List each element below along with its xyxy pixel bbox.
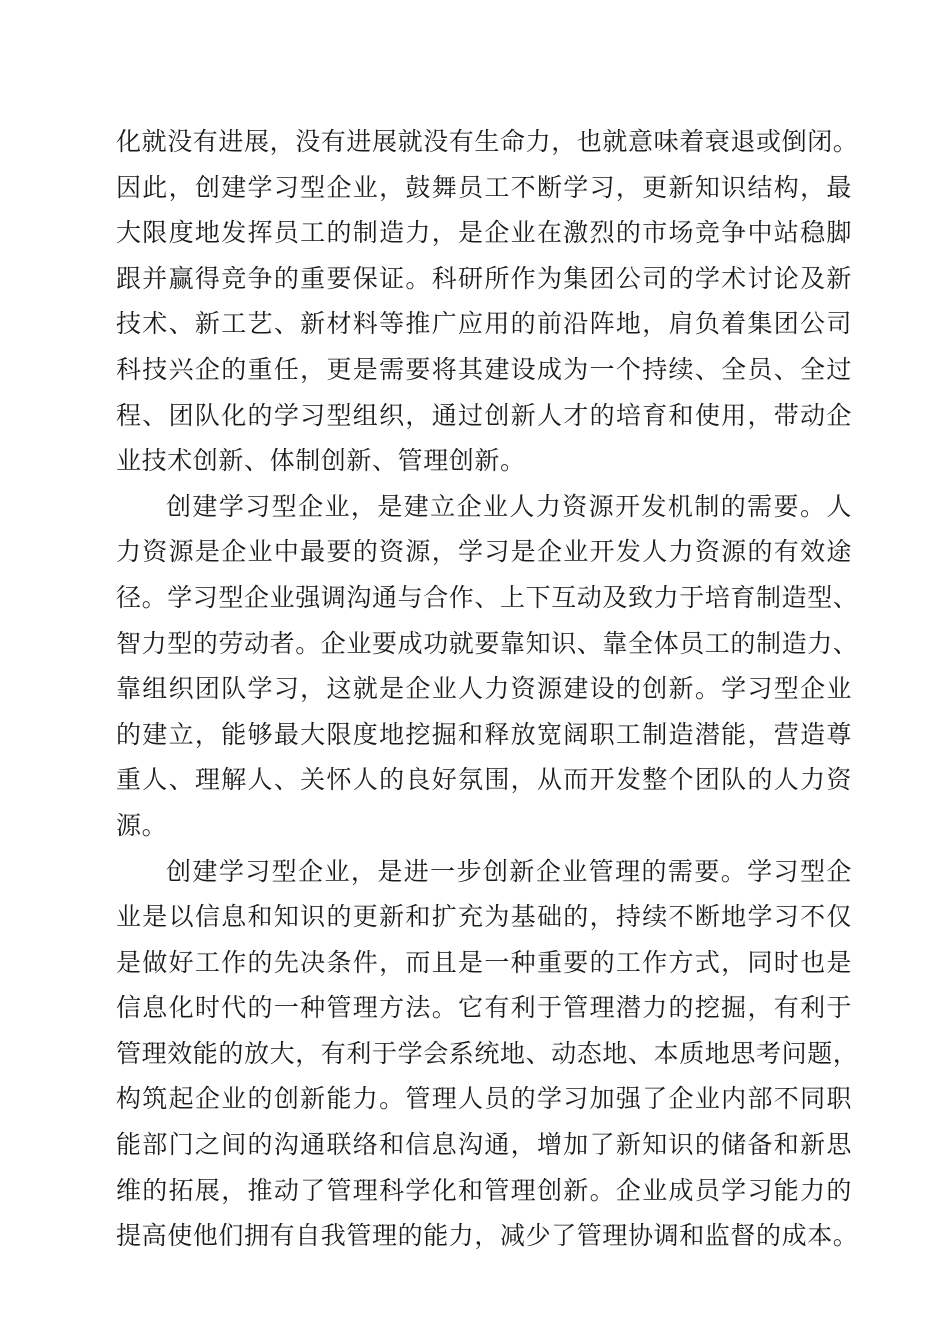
paragraph-2 bbox=[116, 484, 859, 849]
paragraph-1 bbox=[116, 119, 859, 484]
text-line: 技术、新工艺、新材料等推广应用的前沿阵地，肩负着集团公司 bbox=[116, 309, 852, 339]
text-line: 科技兴企的重任，更是需要将其建设成为一个持续、全员、全过 bbox=[116, 354, 852, 384]
paragraph-3 bbox=[116, 849, 859, 1259]
text-line: 化就没有进展，没有进展就没有生命力，也就意味着衰退或倒闭。 bbox=[116, 127, 859, 156]
body-text bbox=[116, 119, 859, 1259]
text-line: 程、团队化的学习型组织，通过创新人才的培育和使用，带动企 bbox=[116, 400, 852, 430]
text-line: 业是以信息和知识的更新和扩充为基础的，持续不断地学习不仅 bbox=[116, 902, 852, 932]
text-line: 因此，创建学习型企业，鼓舞员工不断学习，更新知识结构，最 bbox=[116, 172, 852, 202]
text-line: 重人、理解人、关怀人的良好氛围，从而开发整个团队的人力资 bbox=[116, 765, 852, 795]
text-line: 的建立，能够最大限度地挖掘和释放宽阔职工制造潜能，营造尊 bbox=[116, 719, 852, 749]
text-line: 管理效能的放大，有利于学会系统地、动态地、本质地思考问题， bbox=[116, 1038, 859, 1068]
text-line: 业技术创新、体制创新、管理创新。 bbox=[116, 446, 526, 476]
text-line: 径。学习型企业强调沟通与合作、上下互动及致力于培育制造型、 bbox=[116, 582, 859, 612]
text-line: 创建学习型企业，是进一步创新企业管理的需要。学习型企 bbox=[166, 856, 852, 886]
text-line: 维的拓展，推动了管理科学化和管理创新。企业成员学习能力的 bbox=[116, 1175, 852, 1205]
text-line: 靠组织团队学习，这就是企业人力资源建设的创新。学习型企业 bbox=[116, 674, 852, 704]
text-line: 智力型的劳动者。企业要成功就要靠知识、靠全体员工的制造力、 bbox=[116, 628, 859, 658]
text-line: 构筑起企业的创新能力。管理人员的学习加强了企业内部不同职 bbox=[116, 1084, 852, 1114]
text-line: 跟并赢得竞争的重要保证。科研所作为集团公司的学术讨论及新 bbox=[116, 263, 852, 293]
text-line: 能部门之间的沟通联络和信息沟通，增加了新知识的储备和新思 bbox=[116, 1130, 852, 1160]
text-line: 力资源是企业中最要的资源，学习是企业开发人力资源的有效途 bbox=[116, 537, 852, 567]
text-line: 是做好工作的先决条件，而且是一种重要的工作方式，同时也是 bbox=[116, 947, 852, 977]
text-line: 信息化时代的一种管理方法。它有利于管理潜力的挖掘，有利于 bbox=[116, 993, 852, 1023]
text-line: 大限度地发挥员工的制造力，是企业在激烈的市场竞争中站稳脚 bbox=[116, 218, 852, 248]
text-line: 提高使他们拥有自我管理的能力，减少了管理协调和监督的成本。 bbox=[116, 1221, 859, 1251]
text-line: 源。 bbox=[116, 810, 168, 840]
text-line: 创建学习型企业，是建立企业人力资源开发机制的需要。人 bbox=[166, 491, 852, 521]
